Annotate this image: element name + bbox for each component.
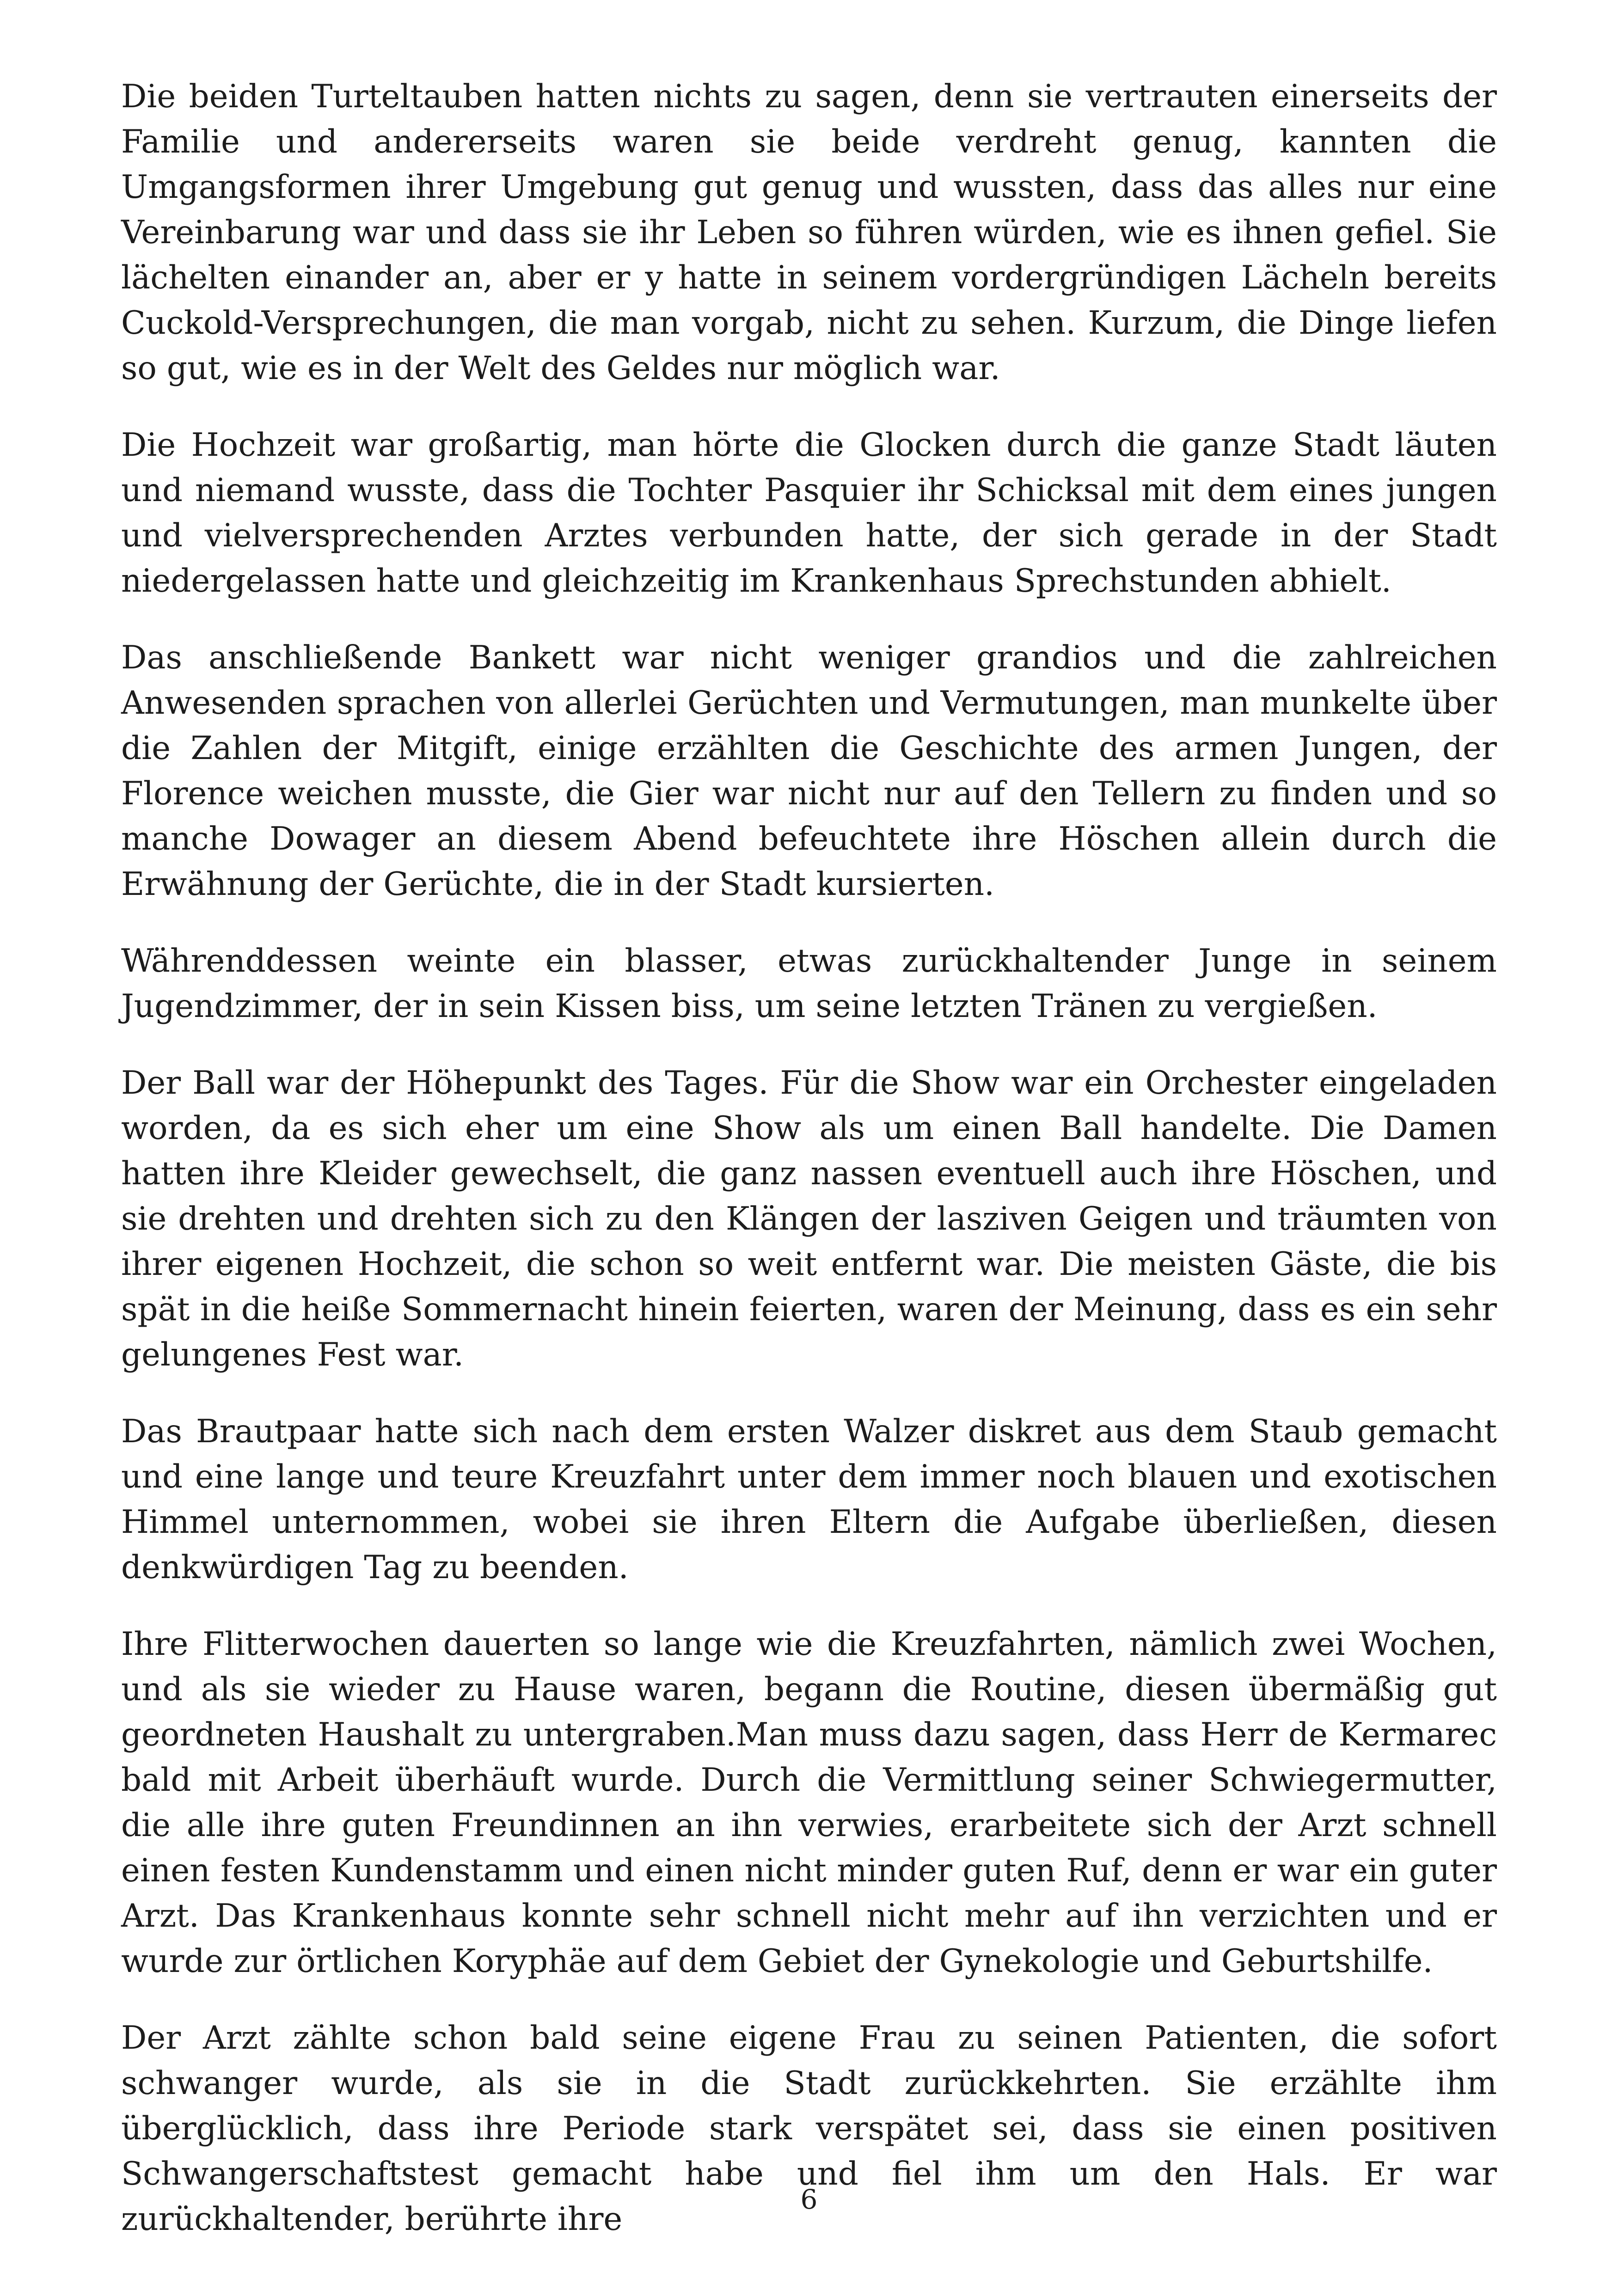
paragraph-1: Die beiden Turteltauben hatten nichts zu sagen, denn sie vertrauten einerseits der Familie und andererseits waren sie beide verdreht genug, kannten die Umgangsformen ihrer Umgebung gut genug und wussten, dass das alles nur eine Vereinbarung war und dass sie ihr Leben so führen würden, wie es ihnen gefiel. Sie lächelten einander an, aber er y hatte in seinem vordergründigen Lächeln bereits Cuckold-Versprechungen, die man vorgab, nicht zu sehen. Kurzum, die Dinge liefen so gut, wie es in der Welt des Geldes nur möglich war. bbox=[121, 78, 1497, 387]
paragraph-2: Die Hochzeit war großartig, man hörte die Glocken durch die ganze Stadt läuten und niemand wusste, dass die Tochter Pasquier ihr Schicksal mit dem eines jungen und vielversprechenden Arztes verbunden hatte, der sich gerade in der Stadt niedergelassen hatte und gleichzeitig im Krankenhaus Sprechstunden abhielt. bbox=[121, 427, 1497, 600]
paragraph-6: Das Brautpaar hatte sich nach dem ersten Walzer diskret aus dem Staub gemacht und eine lange und teure Kreuzfahrt unter dem immer noch blauen und exotischen Himmel unternommen, wobei sie ihren Eltern die Aufgabe überließen, diesen denkwürdigen Tag zu beenden. bbox=[121, 1413, 1497, 1586]
paragraph-4: Währenddessen weinte ein blasser, etwas zurückhaltender Junge in seinem Jugendzimmer, der in sein Kissen biss, um seine letzten Tränen zu vergießen. bbox=[121, 943, 1497, 1025]
page-body bbox=[121, 74, 1497, 2242]
paragraph-3: Das anschließende Bankett war nicht weniger grandios und die zahlreichen Anwesenden sprachen von allerlei Gerüchten und Vermutungen, man munkelte über die Zahlen der Mitgift, einige erzählten die Geschichte des armen Jungen, der Florence weichen musste, die Gier war nicht nur auf den Tellern zu finden und so manche Dowager an diesem Abend befeuchtete ihre Höschen allein durch die Erwähnung der Gerüchte, die in der Stadt kursierten. bbox=[121, 639, 1497, 903]
paragraph-8: Der Arzt zählte schon bald seine eigene Frau zu seinen Patienten, die sofort schwanger wurde, als sie in die Stadt zurückkehrten. Sie erzählte ihm überglücklich, dass ihre Periode stark verspätet sei, dass sie einen positiven Schwangerschaftstest gemacht habe und fiel ihm um den Hals. Er war zurückhaltender, berührte ihre bbox=[121, 2020, 1497, 2238]
paragraph-7: Ihre Flitterwochen dauerten so lange wie die Kreuzfahrten, nämlich zwei Wochen, und als sie wieder zu Hause waren, begann die Routine, diesen übermäßig gut geordneten Haushalt zu untergraben.Man muss dazu sagen, dass Herr de Kermarec bald mit Arbeit überhäuft wurde. Durch die Vermittlung seiner Schwiegermutter, die alle ihre guten Freundinnen an ihn verwies, erarbeitete sich der Arzt schnell einen festen Kundenstamm und einen nicht minder guten Ruf, denn er war ein guter Arzt. Das Krankenhaus konnte sehr schnell nicht mehr auf ihn verzichten und er wurde zur örtlichen Koryphäe auf dem Gebiet der Gynekologie und Geburtshilfe. bbox=[121, 1626, 1497, 1980]
page-number: 6 bbox=[800, 2184, 818, 2215]
paragraph-5: Der Ball war der Höhepunkt des Tages. Für die Show war ein Orchester eingeladen worden, da es sich eher um eine Show als um einen Ball handelte. Die Damen hatten ihre Kleider gewechselt, die ganz nassen eventuell auch ihre Höschen, und sie drehten und drehten sich zu den Klängen der lasziven Geigen und träumten von ihrer eigenen Hochzeit, die schon so weit entfernt war. Die meisten Gäste, die bis spät in die heiße Sommernacht hinein feierten, waren der Meinung, dass es ein sehr gelungenes Fest war. bbox=[121, 1065, 1497, 1373]
